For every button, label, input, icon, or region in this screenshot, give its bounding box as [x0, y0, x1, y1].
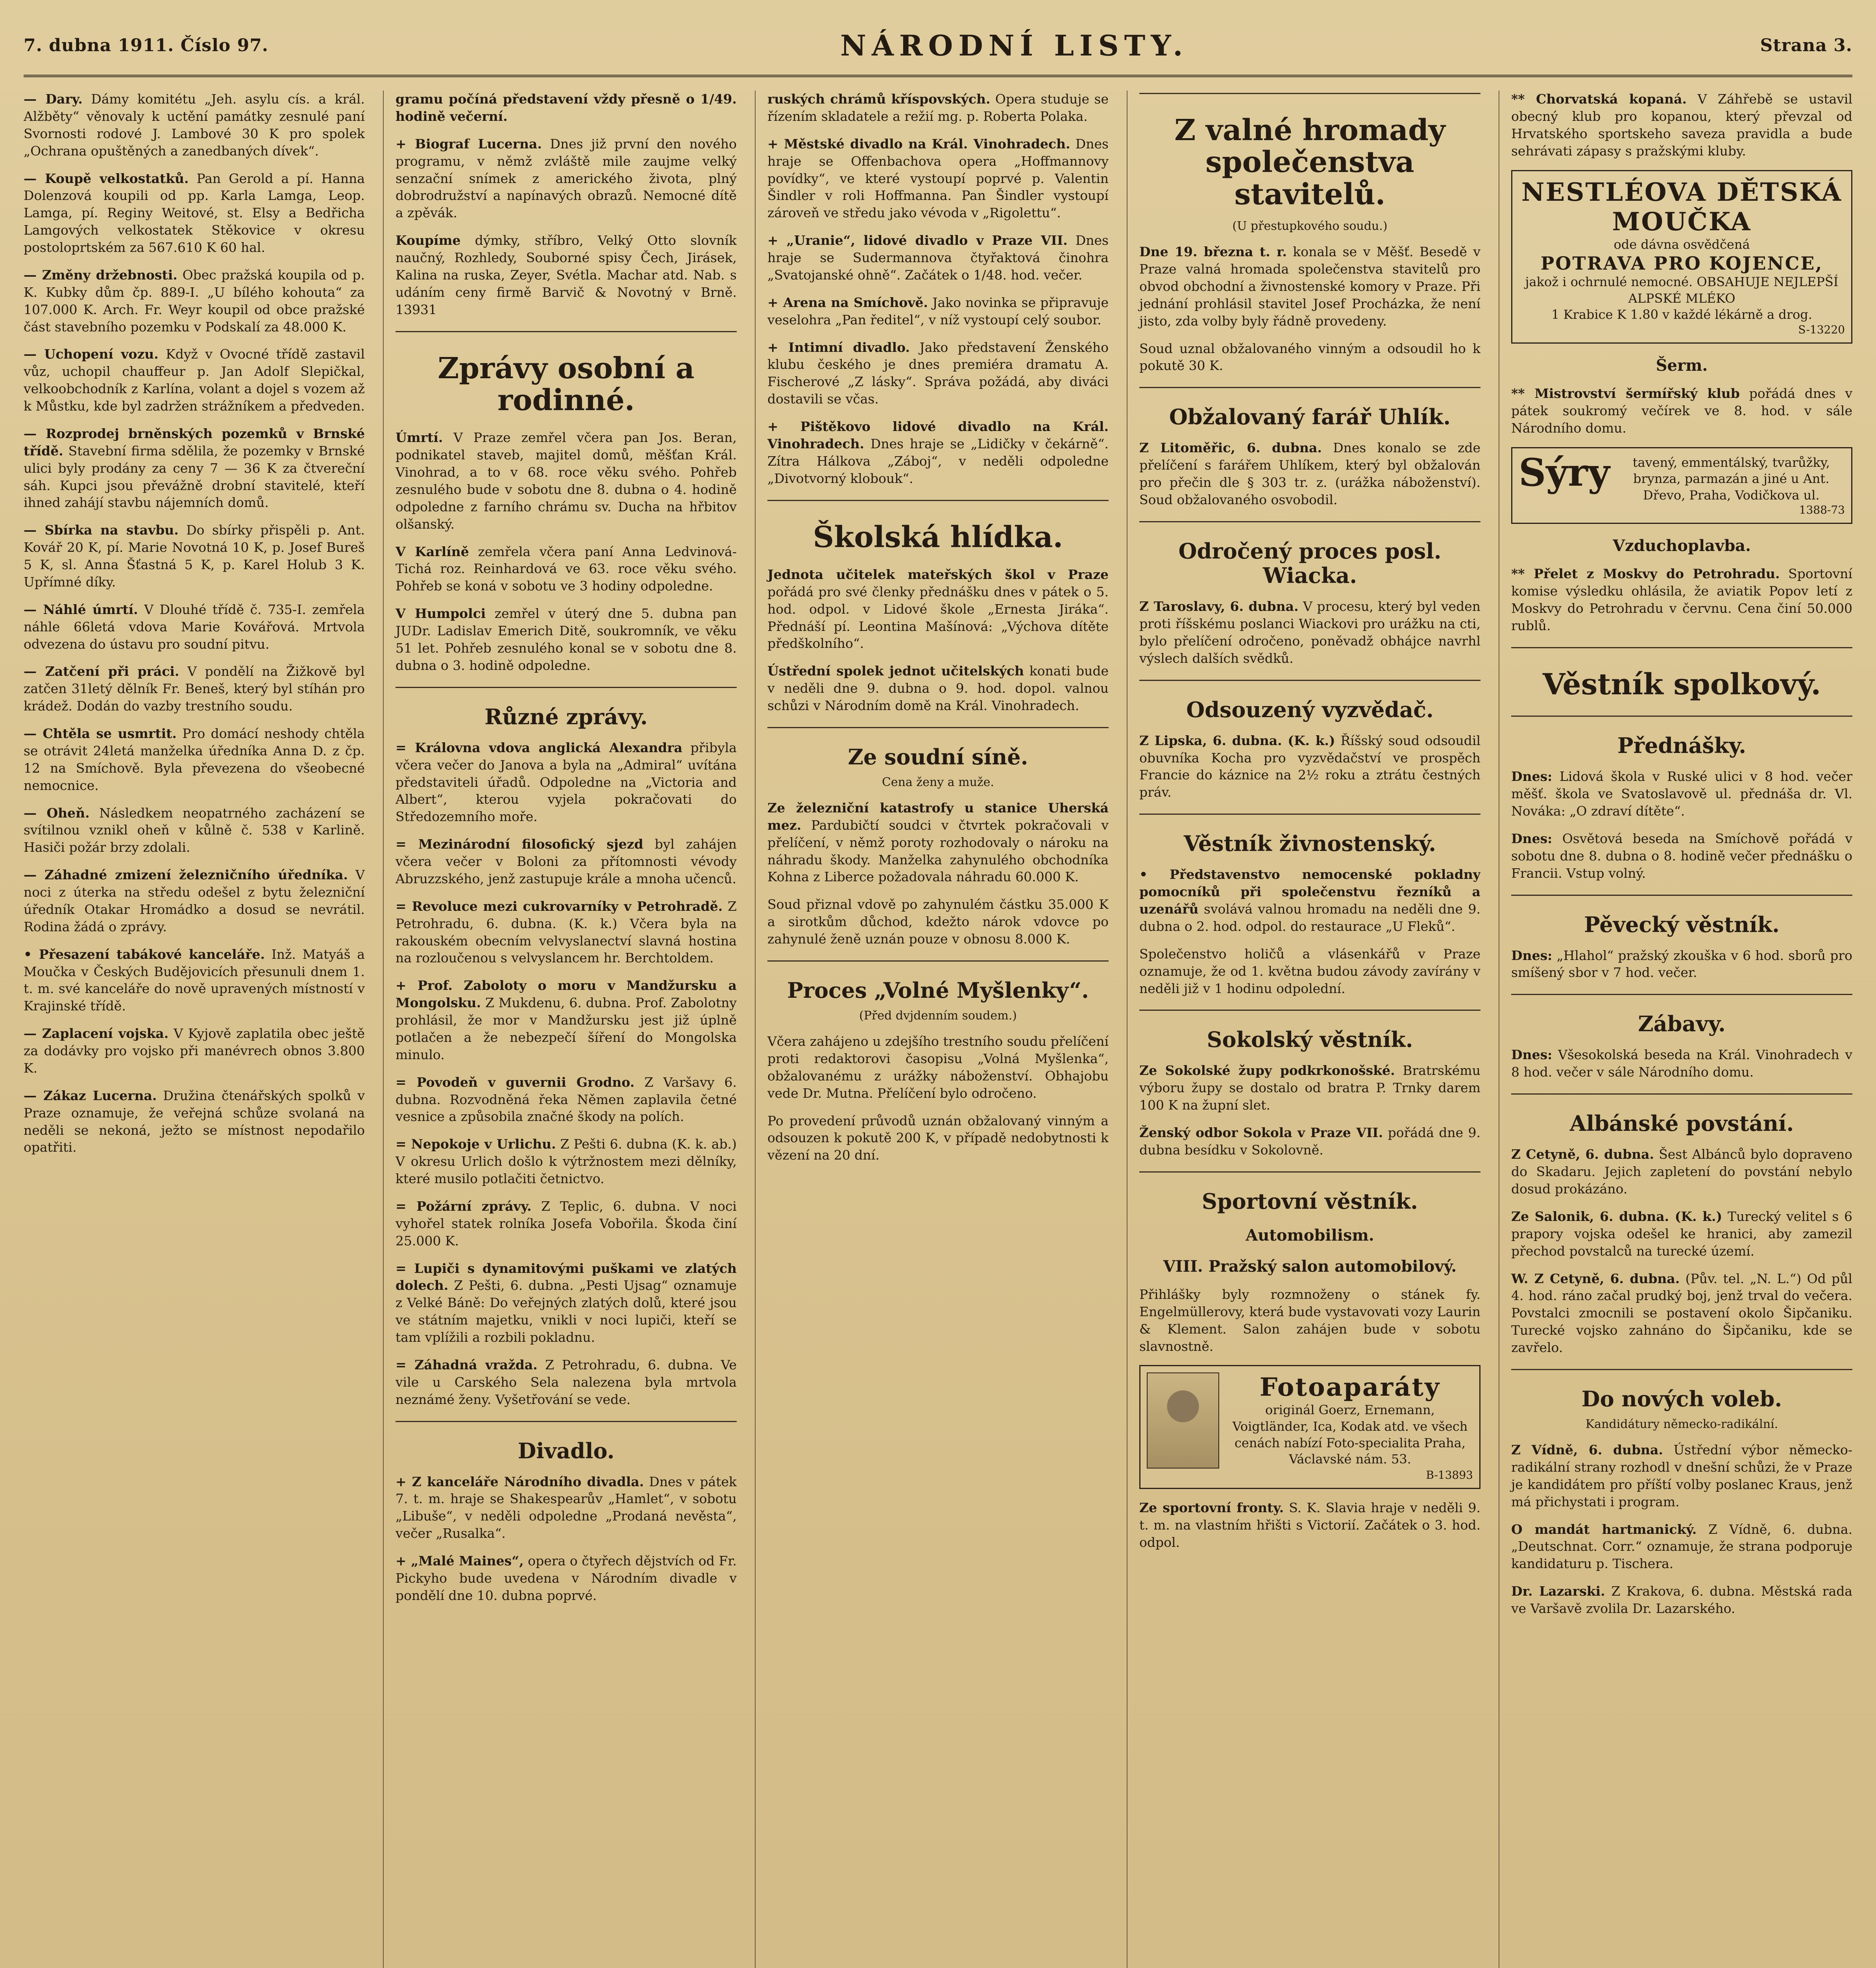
advertisement [1511, 170, 1852, 344]
article-item [24, 946, 365, 1015]
article-text: Z Teplic, 6. dubna. V noci vyhořel statek rolníka Josefa Vobořila. Škoda činí 25.000 K. [396, 1198, 737, 1248]
article-text: Dnes již první den nového programu, v němž zvláště mile zaujme velký senzační snímek z amerického života, plný dobrodružství a napínavých obrazů. Nemocné dítě a zpěvák. [396, 136, 737, 221]
article-lead: — Změny držebnosti. [24, 267, 177, 283]
section-heading: Pěvecký věstník. [1584, 912, 1780, 937]
article-text: byl zahájen včera večer v Boloni za přítomnosti vévody Abruzzského, jenž zastupuje krále a mnoha učenců. [396, 836, 737, 886]
article-lead: • Přesazení tabákové kanceláře. [24, 946, 265, 962]
section-heading: Albánské povstání. [1569, 1111, 1794, 1136]
article-lead: Ženský odbor Sokola v Praze VII. [1139, 1125, 1383, 1141]
article-lead: + Z kanceláře Národního divadla. [396, 1474, 644, 1489]
article-lead: + „Malé Maines“, [396, 1553, 524, 1569]
article-text: V noci z úterka na středu odešel z bytu železniční úředník Otakar Hromádko a dosud se nevrátil. Rodina žádá o zprávy. [24, 867, 365, 934]
section-heading: Proces „Volné Myšlenky“. [787, 977, 1089, 1003]
heading-rule [767, 960, 1109, 962]
column-3 [755, 91, 1109, 1968]
article-lead: gramu počíná představení vždy přesně o 1/49. hodině večerní. [396, 91, 737, 124]
heading-rule [1511, 1369, 1852, 1370]
section-heading: Věstník živnostenský. [1183, 831, 1436, 856]
article-item [396, 739, 737, 825]
article-item [24, 725, 365, 794]
article-lead: = Nepokoje v Urlichu. [396, 1136, 556, 1152]
ad-row [1519, 450, 1845, 504]
page-number: Strana 3. [1760, 35, 1852, 55]
article-item [1511, 1441, 1852, 1511]
article-text: opera o čtyřech dějstvích od Fr. Pickyho bude uvedena v Národním divadle v pondělí dne 10. dubna poprvé. [396, 1553, 737, 1603]
article-text: Přihlášky byly rozmnoženy o stánek fy. Engelmüllerovy, která bude vystavovati vozy Laurin & Klement. Salon zahájen bude v sobotu slavnostně. [1139, 1286, 1480, 1354]
article-text: zemřela včera paní Anna Ledvinová-Tichá roz. Reinhardová ve 63. roce věku svého. Pohřeb se koná v sobotu ve 3 hodiny odpoledne. [396, 544, 737, 594]
article-item [1139, 732, 1480, 801]
article-text: Opera studuje se řízením skladatele a režií mg. p. Roberta Polaka. [767, 91, 1109, 124]
article-text: Pro domácí neshody chtěla se otrávit 24letá manželka úředníka Anna D. z čp. 12 na Smíchově. Byla převezena do všeobecné nemocnice. [24, 726, 365, 793]
article-text: Soud uznal obžalovaného vinným a odsoudil ho k pokutě 30 K. [1139, 340, 1480, 374]
article-lead: — Oheň. [24, 805, 90, 821]
article-item [767, 799, 1109, 886]
article-lead: Úmrtí. [396, 430, 443, 446]
article-text: pořádá dnes v pátek soukromý večírek ve 8. hod. v sále Národního domu. [1511, 385, 1852, 436]
article-item [396, 232, 737, 318]
article-item [767, 1033, 1109, 1102]
article-item [24, 1087, 365, 1156]
section-heading: Odročený proces posl. Wiacka. [1178, 538, 1442, 588]
article-item [1511, 1046, 1852, 1081]
article-text: Z Pešti 6. dubna (K. k. ab.) V okresu Urlich došlo k výtržnostem mezi dělníky, které musilo potlačiti četnictvo. [396, 1136, 737, 1186]
article-lead: ** Chorvatská kopaná. [1511, 91, 1687, 107]
section-heading: Sokolský věstník. [1207, 1027, 1413, 1052]
article-text: Do sbírky přispěli p. Ant. Kovář 20 K, pí. Marie Novotná 10 K, p. Josef Bureš 5 K, sl. Anna Šťastná 5 K, p. Karel Holub 3 K. Upřímné díky. [24, 522, 365, 590]
heading-rule [1511, 647, 1852, 648]
article-item [1511, 1146, 1852, 1198]
section-heading-large: Školská hlídka. [813, 520, 1063, 554]
article-item [767, 662, 1109, 714]
article-item [1139, 439, 1480, 509]
article-text: Z Petrohradu, 6. dubna. (K. k.) Včera byla na rakouském obecním velvyslanectví slavná hostina na rozloučenou s velvyslancem hr. Berchtoldem. [396, 898, 737, 966]
article-item [767, 339, 1109, 408]
heading-rule [1139, 1171, 1480, 1173]
ad-code: 1388-73 [1799, 503, 1845, 517]
article-item [767, 566, 1109, 652]
article-item [396, 135, 737, 222]
article-item [396, 898, 737, 967]
article-lead: + Pištěkovo lidové divadlo na Král. Vinohradech. [767, 419, 1109, 451]
article-text: V pondělí na Žižkově byl zatčen 31letý dělník Fr. Beneš, který byl stíhán pro krádež. Dodán do vazby trestního soudu. [24, 664, 365, 714]
heading-rule [1511, 716, 1852, 717]
article-lead: — Chtěla se usmrtit. [24, 726, 177, 741]
ad-row [1147, 1372, 1473, 1469]
article-item [24, 91, 365, 160]
article-text: Dnes hraje se Offenbachova opera „Hoffmannovy povídky“, ve které vystoupí poprvé p. Valentin Šindler v roli Hoffmanna. Pan Šindler vystoupí zároveň ve středu jako vévoda v „Rigolettu“. [767, 136, 1109, 221]
advertisement [1511, 447, 1852, 524]
article-item [767, 896, 1109, 948]
article-lead: — Uchopení vozu. [24, 346, 159, 362]
section-heading-large: Věstník spolkový. [1542, 667, 1821, 701]
article-lead: + „Uranie“, lidové divadlo v Praze VII. [767, 233, 1068, 248]
article-text: Sportovní komise výsledku ohlásila, že aviatik Popov letí z Moskvy do Petrohradu v červnu. Cena činí 50.000 rublů. [1511, 566, 1852, 633]
article-item [24, 805, 365, 856]
article-lead: — Koupě velkostatků. [24, 170, 189, 186]
article-lead: Dne 19. března t. r. [1139, 244, 1287, 260]
article-item [767, 1112, 1109, 1164]
article-lead: — Zákaz Lucerna. [24, 1088, 157, 1103]
section-heading: Různé zprávy. [484, 704, 648, 729]
article-lead: — Dary. [24, 91, 83, 107]
article-text: Z Varšavy 6. dubna. Rozvodněná řeka Němen zaplavila četné vesnice a způsobila značné škody na polích. [396, 1074, 737, 1125]
article-item [1511, 768, 1852, 820]
article-text: Dnes hraje se Sudermannova čtyřaktová činohra „Svatojanské ohně“. Začátek o 1/48. hod. večer. [767, 233, 1109, 283]
article-lead: Dr. Lazarski. [1511, 1583, 1605, 1599]
article-item [24, 1025, 365, 1077]
article-lead: ** Přelet z Moskvy do Petrohradu. [1511, 566, 1780, 582]
article-lead: — Zatčení při práci. [24, 664, 179, 679]
article-item [1511, 1208, 1852, 1260]
article-item [396, 1356, 737, 1408]
article-item [24, 346, 365, 415]
section-heading: Zábavy. [1638, 1011, 1726, 1037]
heading-rule [1139, 814, 1480, 815]
article-lead: Z Vídně, 6. dubna. [1511, 1442, 1663, 1458]
article-text: Ústřední výbor německo-radikální strany rozhodl v dnešní schůzi, že v Praze je kandidátem pro příští volby poslanec Kraus, jenž má přichystati i program. [1511, 1442, 1852, 1509]
column-4 [1127, 91, 1480, 1968]
section-subheading: (Před dvjdenním soudem.) [859, 1009, 1017, 1023]
article-text: Družina čtenářských spolků v Praze oznamuje, že veřejná schůze svolaná na neděli se nekoná, ježto se místnost nepodařilo opatřiti. [24, 1088, 365, 1155]
heading-rule [1511, 1093, 1852, 1095]
article-lead: Ze Sokolské župy podkrkonošské. [1139, 1063, 1395, 1078]
heading-rule [396, 1421, 737, 1422]
article-item [396, 836, 737, 888]
article-text: Dnes konalo se zde přelíčení s farářem Uhlíkem, který byl obžalován pro přečin dle § 303 tr. z. (urážka náboženství). Soud obžalovaného osvobodil. [1139, 440, 1480, 508]
article-lead: + Biograf Lucerna. [396, 136, 542, 152]
article-item [396, 543, 737, 595]
heading-rule [396, 331, 737, 332]
advertisement [1139, 1365, 1480, 1489]
article-lead: O mandát hartmanický. [1511, 1521, 1697, 1537]
heading-rule [1139, 521, 1480, 522]
article-text: Z Petrohradu, 6. dubna. Ve vile u Carského Sela nalezena byla mrtvola neznámé ženy. Vyšetřování se vede. [396, 1357, 737, 1407]
article-text: Pan Gerold a pí. Hanna Dolenzová koupili od pp. Karla Lamga, Leop. Lamga, pí. Reginy Weitové, st. Elsy a Bedřicha Lamgových velkostatek Stěkovice v okresu postoloprtském za 567.610 K 60 hal. [24, 170, 365, 255]
heading-rule [396, 687, 737, 688]
heading-rule [1139, 387, 1480, 388]
ad-text: originál Goerz, Ernemann, Voigtländer, Ica, Kodak atd. ve všech cenách nabízí Foto-specialita Praha, Václavské nám. 53. [1232, 1402, 1468, 1467]
column-1 [24, 91, 365, 1968]
article-text: dýmky, stříbro, Velký Otto slovník naučný, Rozhledy, Souborné spisy Čech, Jirásek, Kalina na ruska, Zeyer, Svétla. Machar atd. Nab. s udáním ceny firmě Barvič & Novotný v Brně. 13931 [396, 233, 737, 317]
article-text: Pardubičtí soudci v čtvrtek pokračovali v přelíčení, v němž poroty rozhodovaly o nároku na náhradu škody. Manželka zahynulého obchodníka Kohna z Liberce požadovala náhradu 60.000 K. [767, 817, 1109, 885]
article-lead: Dnes: [1511, 830, 1553, 846]
article-lead: Dnes: [1511, 769, 1553, 784]
article-text: Včera zahájeno u zdejšího trestního soudu přelíčení proti redaktorovi časopisu „Volná Myšlenka“, obžalovanému z urážky náboženství. Obhajobu vede Dr. Mutna. Přelíčení bylo odročeno. [767, 1034, 1109, 1101]
article-text: Stavební firma sdělila, že pozemky v Brnské ulici byly prodány za ceny 7 — 36 K za čtvereční sáh. Kupci jsou převážně drobní stavitelé, kteří ihned zahájí stavbu nájemních domů. [24, 443, 365, 510]
article-item [1139, 1286, 1480, 1355]
heading-rule [767, 500, 1109, 501]
article-lead: Ze sportovní fronty. [1139, 1500, 1284, 1516]
section-heading: Odsouzený vyzvědač. [1186, 697, 1434, 722]
article-text: Z Mukdenu, 6. dubna. Prof. Zabolotny prohlásil, že mor v Mandžursku jest již úplně potlačen a že nebezpečí šíření do Mongolska minulo. [396, 995, 737, 1062]
article-lead: Jednota učitelek mateřských škol v Praze [767, 566, 1109, 582]
article-item [396, 1473, 737, 1543]
article-item [1511, 830, 1852, 882]
article-lead: Ze Salonik, 6. dubna. (K. k.) [1511, 1208, 1723, 1224]
article-item [24, 522, 365, 591]
article-lead: = Povodeň v guvernii Grodno. [396, 1074, 635, 1090]
article-item [1511, 91, 1852, 160]
article-item [396, 605, 737, 674]
article-lead: ruských chrámů kříspovských. [767, 91, 991, 107]
column-5 [1499, 91, 1852, 1968]
heading-rule [767, 727, 1109, 728]
article-item [396, 1198, 737, 1250]
section-heading: Sportovní věstník. [1201, 1188, 1418, 1214]
heading-rule [1139, 1010, 1480, 1011]
article-text: svolává valnou hromadu na neděli dne 9. dubna o 2. hod. odpol. do restaurace „U Fleků“. [1139, 901, 1480, 934]
article-lead: + Prof. Zaboloty o moru v Mandžursku a Mongolsku. [396, 978, 737, 1011]
article-item [1511, 947, 1852, 982]
article-item [24, 601, 365, 653]
article-text: S. K. Slavia hraje v neděli 9. t. m. na vlastním hřišti s Victorií. Začátek o 3. hod. odpol. [1139, 1500, 1480, 1550]
article-text: Z Pešti, 6. dubna. „Pesti Ujsag“ oznamuje z Velké Báně: Do veřejných zlatých dolů, které jsou ve státním majetku, vnikli v noci lupiči, kteří se tam vplížili a rozbili pokladnu. [396, 1278, 737, 1345]
article-item [396, 1136, 737, 1187]
article-lead: — Sbírka na stavbu. [24, 522, 179, 538]
heading-rule [1511, 994, 1852, 995]
article-text: Říšský soud odsoudil obuvníka Kocha pro vyzvědačství ve prospěch Francie do káznice na 2½ roku a ztrátu čestných práv. [1139, 732, 1480, 800]
article-lead: ** Mistrovství šermířský klub [1511, 385, 1740, 401]
article-text: Dnes v pátek 7. t. m. hraje se Shakespearův „Hamlet“, v sobotu „Libuše“, v neděli odpoledne „Prodaná nevěsta“, večer „Rusalka“. [396, 1474, 737, 1541]
article-item [1139, 598, 1480, 667]
article-lead: = Mezinárodní filosofický sjezd [396, 836, 643, 852]
article-item [24, 170, 365, 256]
article-text: přibyla včera večer do Janova a byla na „Admiral“ uvítána představiteli úřadů. Odpoledne na „Victoria and Albert“, kterou vyjela pokračovati do Středozemního moře. [396, 740, 737, 825]
article-text: Následkem neopatrného zacházení se svítilnou vznikl oheň v kůlně č. 538 v Karlině. Hasiči požár brzy zdolali. [24, 805, 365, 855]
article-lead: — Záhadné zmizení železničního úředníka. [24, 867, 348, 883]
article-item [396, 91, 737, 125]
article-item [767, 135, 1109, 222]
article-lead: • Představenstvo nemocenské pokladny pomocníků při společenstvu řezníků a uzenářů [1139, 867, 1480, 917]
article-item [24, 663, 365, 715]
article-text: konati bude v neděli dne 9. dubna o 9. hod. dopol. valnou schůzi v Národním domě na Král. Vinohradech. [767, 663, 1109, 714]
article-lead: + Arena na Smíchově. [767, 294, 928, 310]
article-item [24, 266, 365, 336]
section-heading-large: Zprávy osobní a rodinné. [438, 351, 695, 417]
article-text: konala se v Měšť. Besedě v Praze valná hromada společenstva stavitelů pro obvod obchodní a živnostenské komory v Praze. Při jednání prohlásil stavitel Josef Procházka, že není jisto, zda volby byly řádně provedeny. [1139, 244, 1480, 329]
article-item [1511, 1270, 1852, 1356]
masthead [24, 16, 1852, 77]
article-item [396, 1552, 737, 1604]
article-text: Z Vídně, 6. dubna. „Deutschnat. Corr.“ oznamuje, že strana podporuje kandidaturu p. Tischera. [1511, 1521, 1852, 1572]
article-text: pořádá dne 9. dubna besídku v Sokolovně. [1139, 1125, 1480, 1158]
heading-rule [1511, 895, 1852, 896]
ad-text: tavený, emmentálský, tvarůžky, brynza, parmazán a jiné u Ant. Dřevo, Praha, Vodičkova ul. [1632, 455, 1830, 503]
ad-line: 1 Krabice K 1.80 v každé lékárně a drog. [1551, 307, 1812, 322]
article-text: Osvětová beseda na Smíchově pořádá v sobotu dne 8. dubna o 8. hodině večer přednášku o Francii. Vstup volný. [1511, 830, 1852, 881]
article-item [396, 429, 737, 533]
article-text: Šest Albánců bylo dopraveno do Skadaru. Jejich zapletení do povstání nebylo dosud prokázáno. [1511, 1147, 1852, 1197]
article-text: Když v Ovocné třídě zastavil vůz, uchopil chauffeur p. Jan Adolf Slepičkal, velkoobchodník z Karlína, volant a dojel s vozem až k Můstku, kde byl zadržen strážníkem a předveden. [24, 346, 365, 414]
article-lead: Z Litoměřic, 6. dubna. [1139, 440, 1322, 456]
section-heading-large: Z valné hromady společenstva stavitelů. [1174, 113, 1445, 211]
section-heading: Obžalovaný farář Uhlík. [1169, 404, 1451, 430]
article-lead: W. Z Cetyně, 6. dubna. [1511, 1271, 1680, 1286]
rubric-heading: Vzduchoplavba. [1612, 536, 1751, 555]
section-heading: Přednášky. [1617, 733, 1747, 758]
issue-date: 7. dubna 1911. Číslo 97. [24, 35, 269, 55]
article-text: V Praze zemřel včera pan Jos. Beran, podnikatel staveb, majitel domů, měšťan Král. Vinohrad, a to v 68. roce věku svého. Pohřeb zesnulého bude v sobotu dne 8. dubna o 4. hodině odpoledne z farního chrámu sv. Ducha na hřbitov olšanský. [396, 430, 737, 532]
article-lead: Dnes: [1511, 947, 1553, 963]
heading-rule [1139, 680, 1480, 681]
article-item [1511, 565, 1852, 634]
article-text: Obec pražská koupila od p. K. Kubky dům čp. 889-I. „U bílého kohouta“ za 107.000 K. Arch. Fr. Weyr koupil od obce pražské část stavebního pozemku v Podskalí za 48.000 K. [24, 267, 365, 335]
section-subheading: (U přestupkového soudu.) [1232, 219, 1388, 233]
article-text: (Pův. tel. „N. L.“) Od půl 4. hod. ráno začal prudký boj, jenž trval do večera. Povstalci zmocnili se postavení okolo Šipčaniku. Turecké vojsko zahnáno do Šipčaniku, kde se zavřelo. [1511, 1271, 1852, 1356]
ad-title: Fotoaparáty [1259, 1372, 1441, 1402]
article-text: V Záhřebě se ustavil obecný klub pro kopanou, který převzal od Hrvatského sportskeho saveza pravidla a bude sehrávati zápasy s pražskými kluby. [1511, 91, 1852, 159]
section-subheading: VIII. Pražský salon automobilový. [1163, 1257, 1457, 1276]
article-text: V Dlouhé třídě č. 735-I. zemřela náhle 66letá vdova Marie Kovářová. Mrtvola odvezena do ústavu pro soudní pitvu. [24, 601, 365, 652]
ad-line: POTRAVA PRO KOJENCE, [1540, 253, 1823, 274]
article-lead: V Humpolci [396, 606, 486, 621]
article-text: Bratrskému výboru župy se dostalo od bratra P. Trnky darem 100 K na župní slet. [1139, 1063, 1480, 1113]
heading-rule [1139, 93, 1480, 94]
article-item [1139, 945, 1480, 997]
article-lead: Z Taroslavy, 6. dubna. [1139, 599, 1299, 614]
columns [24, 91, 1852, 1968]
article-text: Soud přiznal vdově po zahynulém částku 35.000 K a sirotkům důchod, kdežto nárok vdovce po zahynulé ženě uznán pouze v obnosu 8.000 K. [767, 897, 1109, 947]
article-lead: Ústřední spolek jednot učitelských [767, 663, 1024, 679]
article-item [396, 977, 737, 1063]
ad-line: ode dávna osvědčená [1614, 237, 1750, 252]
article-text: Dámy komitétu „Jeh. asylu cís. a král. Alžběty“ věnovaly k uctění památky zesnulé paní Svornosti rodové J. Lambové 30 K pro spolek „Ochrana opuštěných a zanedbaných dívek“. [24, 91, 365, 159]
article-item [24, 866, 365, 936]
article-text: Turecký velitel s 6 prapory vojska odešel ke hranici, aby zamezil přechod povstalců na turecké území. [1511, 1208, 1852, 1259]
article-text: pořádá pro své členky přednášku dnes v pátek o 5. hod. odpol. v Lidové škole „Ernesta Jiráka“. Přednáší pí. Leontina Mašínová: „Výchova dítěte předškolního“. [767, 584, 1109, 651]
article-lead: Ze železniční katastrofy u stanice Uherská mez. [767, 800, 1109, 833]
section-subheading: Cena ženy a muže. [882, 775, 994, 789]
column-2 [383, 91, 737, 1968]
article-text: Po provedení průvodů uznán obžalovaný vinným a odsouzen k pokutě 200 K, v případě nedobytnosti k vězení na 20 dní. [767, 1113, 1109, 1163]
ad-word: Sýry [1519, 450, 1610, 495]
article-item [1139, 1062, 1480, 1114]
article-item [767, 232, 1109, 284]
article-item [396, 1260, 737, 1346]
article-lead: V Karlíně [396, 544, 469, 559]
article-text: Jako novinka se připravuje veselohra „Pan ředitel“, v níž vystoupí celý soubor. [767, 294, 1109, 327]
ad-code: B-13893 [1426, 1469, 1473, 1482]
section-subheading: Kandidátury německo-radikální. [1585, 1417, 1778, 1432]
section-heading: Ze soudní síně. [848, 744, 1028, 769]
article-text: V Kyjově zaplatila obec ještě za dodávky pro vojsko při manévrech obnos 3.800 K. [24, 1026, 365, 1076]
article-lead: — Rozprodej brněnských pozemků v Brnské třídě. [24, 425, 365, 459]
ad-code: S-13220 [1798, 323, 1845, 336]
article-text: Společenstvo holičů a vlásenkářů v Praze oznamuje, že od 1. května budou závody zavírány v neděli již v 1 hodinu odpolední. [1139, 946, 1480, 996]
newspaper-title: NÁRODNÍ LISTY. [840, 28, 1188, 62]
camera-illustration [1147, 1372, 1219, 1469]
article-lead: = Požární zprávy. [396, 1198, 532, 1214]
article-lead: = Královna vdova anglická Alexandra [396, 740, 683, 755]
article-item [1511, 1521, 1852, 1573]
article-lead: + Intimní divadlo. [767, 339, 910, 355]
article-text: „Hlahol“ pražský zkouška v 6 hod. sborů pro smíšený sbor v 7 hod. večer. [1511, 947, 1852, 980]
ad-body [1227, 1372, 1473, 1467]
article-text: V procesu, který byl veden proti říšskému poslanci Wiackovi pro urážku na cti, bylo přelíčení odročeno, poněvadž obhájce navrhl výslech dalších svědků. [1139, 599, 1480, 666]
article-lead: — Zaplacení vojska. [24, 1026, 169, 1041]
article-item [24, 425, 365, 511]
article-text: Jako představení Ženského klubu českého je dnes premiéra dramatu A. Fischerové „Z lásky“. Správa požádá, aby diváci dostavili se včas. [767, 339, 1109, 407]
article-lead: = Lupiči s dynamitovými puškami ve zlatých dolech. [396, 1260, 737, 1293]
article-lead: = Revoluce mezi cukrovarníky v Petrohradě. [396, 898, 723, 914]
section-heading: Do nových voleb. [1581, 1386, 1782, 1411]
article-item [1139, 1124, 1480, 1159]
article-text: Z Krakova, 6. dubna. Městská rada ve Varšavě zvolila Dr. Lazarského. [1511, 1583, 1852, 1617]
article-text: Dnes hraje se „Lidičky v čekárně“. Zítra Hálkova „Záboj“, v neděli odpoledne „Divotvorný klobouk“. [767, 436, 1109, 486]
article-lead: = Záhadná vražda. [396, 1357, 538, 1372]
ad-line: jakož i ochrnulé nemocné. OBSAHUJE NEJLEPŠÍ ALPSKÉ MLÉKO [1525, 274, 1839, 306]
article-item [767, 91, 1109, 125]
article-item [767, 294, 1109, 329]
article-text: zemřel v úterý dne 5. dubna pan JUDr. Ladislav Emerich Ditě, soukromník, ve věku 51 let. Pohřeb zesnulého konal se v sobotu dne 8. dubna o 3. hodině odpoledne. [396, 606, 737, 673]
article-item [767, 418, 1109, 487]
section-subheading: Automobilism. [1246, 1226, 1374, 1245]
article-lead: Z Lipska, 6. dubna. (K. k.) [1139, 732, 1335, 748]
article-text: Inž. Matyáš a Moučka v Českých Budějovicích přesunuli dnem 1. t. m. své kanceláře do nově upravených místností v Krajinské třídě. [24, 946, 365, 1014]
rubric-heading: Šerm. [1656, 356, 1708, 375]
article-text: Lidová škola v Ruské ulici v 8 hod. večer měšť. škola ve Svatoslavově ul. přednáša dr. Vl. Nováka: „O zdraví dítěte“. [1511, 769, 1852, 819]
article-text: Všesokolská beseda na Král. Vinohradech v 8 hod. večer v sále Národního domu. [1511, 1047, 1852, 1080]
article-item [1139, 1499, 1480, 1551]
article-lead: + Městské divadlo na Král. Vinohradech. [767, 136, 1070, 152]
article-item [1139, 340, 1480, 375]
article-item [396, 1074, 737, 1126]
article-item [1511, 1583, 1852, 1617]
article-lead: Z Cetyně, 6. dubna. [1511, 1147, 1654, 1162]
article-lead: Dnes: [1511, 1047, 1553, 1063]
ad-brand: NESTLÉOVA DĚTSKÁ MOUČKA [1521, 177, 1842, 237]
article-lead: Koupíme [396, 233, 461, 248]
article-item [1511, 385, 1852, 437]
article-item [1139, 866, 1480, 935]
article-lead: — Náhlé úmrtí. [24, 601, 138, 617]
article-item [1139, 243, 1480, 329]
section-heading: Divadlo. [518, 1438, 615, 1463]
